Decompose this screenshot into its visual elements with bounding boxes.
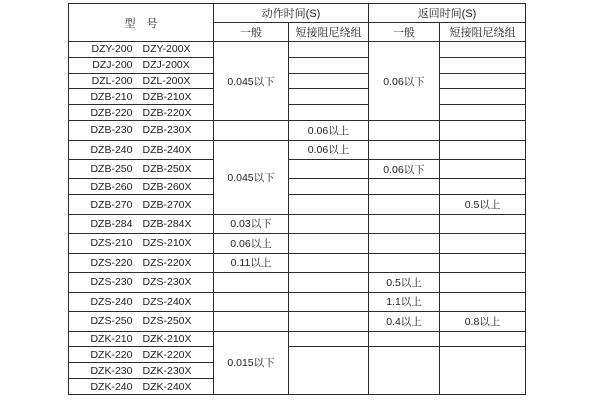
value-cell	[369, 121, 440, 140]
model-pair	[71, 333, 211, 345]
value-cell	[369, 331, 440, 347]
value-cell	[440, 179, 526, 195]
table-header	[69, 4, 526, 42]
model-pair	[71, 163, 211, 175]
value-cell	[214, 292, 289, 311]
model-name: DZB-240	[90, 143, 133, 156]
value-cell: 0.03以下	[214, 214, 289, 233]
model-name: DZS-230	[90, 276, 133, 289]
value-cell	[440, 160, 526, 179]
model-pair	[71, 276, 211, 288]
model-cell	[69, 214, 214, 233]
value-cell	[214, 273, 289, 292]
model-name-x: DZB-250X	[142, 163, 192, 176]
model-name-x: DZB-260X	[142, 180, 192, 193]
model-name: DZY-200	[91, 43, 133, 56]
model-name-x: DZJ-200X	[142, 59, 190, 72]
value-cell	[214, 312, 289, 331]
table-row	[69, 140, 526, 159]
table-row	[69, 179, 526, 195]
value-cell	[369, 347, 440, 395]
model-cell	[69, 312, 214, 331]
value-cell	[289, 347, 369, 395]
model-cell	[69, 105, 214, 121]
model-name: DZS-220	[90, 256, 133, 269]
model-name: DZB-210	[90, 90, 133, 103]
model-pair	[71, 296, 211, 308]
header-action-time: 动作时间(S)	[214, 4, 369, 23]
table-row	[69, 331, 526, 347]
value-cell	[289, 214, 369, 233]
table-row	[69, 347, 526, 363]
table-body	[69, 42, 526, 395]
model-name: DZB-260	[90, 180, 133, 193]
model-name-x: DZB-284X	[142, 217, 192, 230]
model-pair	[71, 91, 211, 103]
model-cell	[69, 253, 214, 272]
model-name: DZL-200	[91, 75, 133, 88]
model-pair	[71, 257, 211, 269]
relay-timing-spec-table	[68, 3, 526, 395]
value-cell	[289, 160, 369, 179]
value-cell	[440, 347, 526, 395]
model-name: DZB-230	[90, 124, 133, 137]
model-cell	[69, 73, 214, 89]
value-cell	[440, 105, 526, 121]
value-cell	[289, 42, 369, 58]
model-name-x: DZK-210X	[142, 332, 192, 345]
model-cell	[69, 42, 214, 58]
model-name-x: DZS-250X	[142, 315, 192, 328]
value-cell	[289, 292, 369, 311]
value-cell	[440, 42, 526, 58]
value-cell: 0.06以下	[369, 42, 440, 121]
table-row	[69, 234, 526, 253]
header-row-groups	[69, 4, 526, 23]
value-cell	[440, 214, 526, 233]
value-cell	[440, 57, 526, 73]
header-action-damping: 短接阻尼绕组	[289, 23, 369, 42]
model-name: DZS-240	[90, 295, 133, 308]
model-name-x: DZS-240X	[142, 295, 192, 308]
value-cell	[289, 253, 369, 272]
model-cell	[69, 57, 214, 73]
value-cell	[369, 179, 440, 195]
value-cell: 0.11以上	[214, 253, 289, 272]
value-cell	[440, 89, 526, 105]
model-cell	[69, 363, 214, 379]
model-pair	[71, 75, 211, 87]
model-name-x: DZY-200X	[142, 43, 191, 56]
model-name: DZS-250	[90, 315, 133, 328]
model-name-x: DZK-230X	[142, 364, 192, 377]
value-cell: 0.015以下	[214, 331, 289, 394]
table-row	[69, 89, 526, 105]
model-pair	[71, 43, 211, 55]
header-model: 型 号	[69, 4, 214, 42]
value-cell: 0.5以上	[369, 273, 440, 292]
model-name: DZJ-200	[92, 59, 133, 72]
model-cell	[69, 121, 214, 140]
model-pair	[71, 315, 211, 327]
value-cell: 0.5以上	[440, 195, 526, 214]
header-return-general: 一般	[369, 23, 440, 42]
value-cell	[440, 273, 526, 292]
header-return-damping: 短接阻尼绕组	[440, 23, 526, 42]
value-cell	[289, 57, 369, 73]
value-cell	[440, 73, 526, 89]
value-cell	[369, 195, 440, 214]
model-name: DZK-210	[90, 332, 133, 345]
model-name-x: DZB-230X	[142, 124, 192, 137]
table-row	[69, 253, 526, 272]
model-name-x: DZK-220X	[142, 348, 192, 361]
table-row	[69, 105, 526, 121]
model-name: DZK-230	[90, 364, 133, 377]
value-cell: 0.8以上	[440, 312, 526, 331]
model-name-x: DZB-220X	[142, 106, 192, 119]
table-row	[69, 121, 526, 140]
value-cell	[440, 121, 526, 140]
value-cell	[440, 234, 526, 253]
table-row	[69, 312, 526, 331]
model-name-x: DZS-220X	[142, 256, 192, 269]
model-cell	[69, 140, 214, 159]
value-cell	[289, 331, 369, 347]
model-pair	[71, 124, 211, 136]
value-cell: 0.06以上	[289, 140, 369, 159]
value-cell	[440, 331, 526, 347]
value-cell	[289, 73, 369, 89]
model-cell	[69, 179, 214, 195]
header-action-general: 一般	[214, 23, 289, 42]
value-cell	[289, 195, 369, 214]
model-pair	[71, 181, 211, 193]
model-pair	[71, 144, 211, 156]
model-pair	[71, 237, 211, 249]
value-cell	[289, 179, 369, 195]
model-cell	[69, 379, 214, 395]
value-cell	[440, 253, 526, 272]
value-cell: 0.06以上	[214, 234, 289, 253]
value-cell: 0.045以下	[214, 42, 289, 121]
model-cell	[69, 273, 214, 292]
table-row	[69, 73, 526, 89]
model-pair	[71, 349, 211, 361]
model-pair	[71, 59, 211, 71]
model-cell	[69, 292, 214, 311]
table-row	[69, 57, 526, 73]
value-cell	[289, 312, 369, 331]
value-cell	[289, 273, 369, 292]
value-cell	[369, 140, 440, 159]
value-cell: 0.045以下	[214, 140, 289, 214]
model-pair	[71, 107, 211, 119]
model-name: DZB-284	[90, 217, 133, 230]
value-cell	[289, 105, 369, 121]
model-name-x: DZK-240X	[142, 380, 192, 393]
model-name-x: DZB-240X	[142, 143, 192, 156]
value-cell	[369, 234, 440, 253]
value-cell	[440, 292, 526, 311]
model-name-x: DZB-270X	[142, 198, 192, 211]
value-cell: 0.06以上	[289, 121, 369, 140]
table-row	[69, 42, 526, 58]
model-name: DZS-210	[90, 237, 133, 250]
model-cell	[69, 89, 214, 105]
table-row	[69, 292, 526, 311]
value-cell	[214, 121, 289, 140]
model-pair	[71, 365, 211, 377]
model-name-x: DZB-210X	[142, 90, 192, 103]
model-name-x: DZL-200X	[142, 75, 191, 88]
model-name: DZK-240	[90, 380, 133, 393]
model-name: DZB-250	[90, 163, 133, 176]
table-row	[69, 214, 526, 233]
value-cell	[289, 234, 369, 253]
value-cell	[440, 140, 526, 159]
model-name-x: DZS-210X	[142, 237, 192, 250]
value-cell: 0.06以下	[369, 160, 440, 179]
model-name-x: DZS-230X	[142, 276, 192, 289]
model-pair	[71, 381, 211, 393]
model-name: DZB-270	[90, 198, 133, 211]
table-row	[69, 160, 526, 179]
model-name: DZB-220	[90, 106, 133, 119]
model-name: DZK-220	[90, 348, 133, 361]
header-return-time: 返回时间(S)	[369, 4, 526, 23]
model-pair	[71, 199, 211, 211]
value-cell	[369, 214, 440, 233]
value-cell: 0.4以上	[369, 312, 440, 331]
value-cell	[289, 89, 369, 105]
value-cell: 1.1以上	[369, 292, 440, 311]
table-row	[69, 273, 526, 292]
value-cell	[369, 253, 440, 272]
model-cell	[69, 195, 214, 214]
model-cell	[69, 331, 214, 347]
model-cell	[69, 160, 214, 179]
table-row	[69, 195, 526, 214]
model-cell	[69, 234, 214, 253]
model-cell	[69, 347, 214, 363]
model-pair	[71, 218, 211, 230]
